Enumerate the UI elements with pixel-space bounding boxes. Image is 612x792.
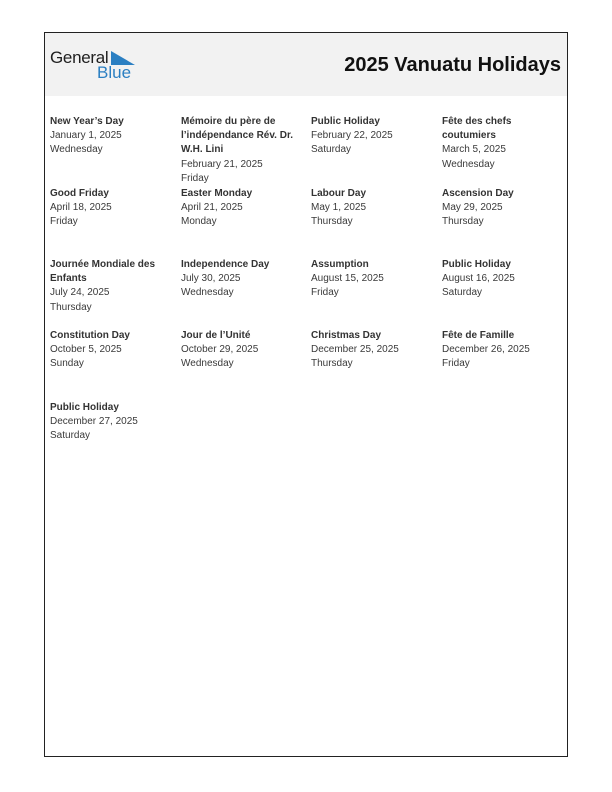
logo-text-general: General <box>50 48 109 67</box>
holiday-name: Assumption <box>311 259 369 270</box>
holiday-date: October 5, 2025 <box>50 344 122 356</box>
holiday-entry <box>50 329 176 372</box>
holiday-weekday: Wednesday <box>442 158 495 170</box>
holiday-entry <box>442 258 568 301</box>
holiday-weekday: Thursday <box>311 216 353 228</box>
page-frame <box>44 32 568 757</box>
holiday-weekday: Thursday <box>311 358 353 370</box>
holiday-name: Labour Day <box>311 188 367 199</box>
holiday-weekday: Monday <box>181 216 217 228</box>
holiday-entry <box>181 187 307 230</box>
holiday-entry <box>311 329 437 372</box>
holiday-name: Journée Mondiale des Enfants <box>50 259 156 285</box>
holiday-weekday: Friday <box>311 287 339 299</box>
holiday-weekday: Saturday <box>50 430 91 442</box>
holiday-weekday: Saturday <box>311 144 352 156</box>
holiday-weekday: Friday <box>442 358 470 370</box>
holiday-entry <box>50 401 176 444</box>
holiday-weekday: Wednesday <box>181 358 234 370</box>
page-title: 2025 Vanuatu Holidays <box>344 54 561 76</box>
holiday-entry <box>181 258 307 301</box>
holiday-entry <box>442 115 532 172</box>
holiday-entry <box>50 187 176 230</box>
holiday-name: Mémoire du père de l’indépendance Rév. Dr. W.H. Lini <box>181 116 294 156</box>
holiday-name: Public Holiday <box>311 116 380 127</box>
holiday-weekday: Wednesday <box>50 144 103 156</box>
holiday-date: August 15, 2025 <box>311 273 384 285</box>
holiday-entry <box>311 115 437 158</box>
holiday-entry <box>50 115 176 158</box>
holiday-name: Jour de l’Unité <box>181 330 251 341</box>
holiday-date: December 25, 2025 <box>311 344 399 356</box>
holiday-date: December 26, 2025 <box>442 344 530 356</box>
holiday-name: Christmas Day <box>311 330 382 341</box>
holiday-name: Good Friday <box>50 188 109 199</box>
holiday-entry <box>50 258 176 315</box>
holiday-entry <box>311 187 437 230</box>
holiday-name: Constitution Day <box>50 330 130 341</box>
holiday-date: May 1, 2025 <box>311 202 367 214</box>
holiday-date: April 18, 2025 <box>50 202 112 214</box>
holiday-date: December 27, 2025 <box>50 416 138 428</box>
holiday-date: July 24, 2025 <box>50 287 110 299</box>
holiday-weekday: Thursday <box>442 216 484 228</box>
holiday-date: October 29, 2025 <box>181 344 259 356</box>
holiday-entry <box>181 329 307 372</box>
holiday-date: March 5, 2025 <box>442 144 506 156</box>
holiday-entry <box>442 187 568 230</box>
holiday-name: Public Holiday <box>442 259 511 270</box>
holiday-date: February 22, 2025 <box>311 130 393 142</box>
holiday-weekday: Wednesday <box>181 287 234 299</box>
holiday-weekday: Thursday <box>50 301 92 313</box>
holiday-date: April 21, 2025 <box>181 202 243 214</box>
holiday-name: New Year’s Day <box>50 116 124 127</box>
holiday-name: Fête des chefs coutumiers <box>442 116 512 142</box>
header-band <box>45 33 567 96</box>
holiday-date: January 1, 2025 <box>50 130 122 142</box>
holiday-name: Independence Day <box>181 259 270 270</box>
holiday-name: Fête de Famille <box>442 330 515 341</box>
holiday-date: February 21, 2025 <box>181 158 263 170</box>
holiday-date: August 16, 2025 <box>442 273 515 285</box>
generalblue-logo <box>50 48 140 84</box>
holiday-date: July 30, 2025 <box>181 273 241 285</box>
holiday-name: Ascension Day <box>442 188 514 199</box>
holiday-entry <box>311 258 437 301</box>
holiday-entry <box>181 115 303 186</box>
holiday-weekday: Sunday <box>50 358 84 370</box>
holiday-date: May 29, 2025 <box>442 202 503 214</box>
holiday-name: Public Holiday <box>50 402 119 413</box>
holiday-weekday: Saturday <box>442 287 483 299</box>
logo-text-blue: Blue <box>97 63 132 82</box>
holiday-weekday: Friday <box>50 216 78 228</box>
holiday-entry <box>442 329 568 372</box>
holiday-name: Easter Monday <box>181 188 253 199</box>
holiday-weekday: Friday <box>181 172 209 184</box>
